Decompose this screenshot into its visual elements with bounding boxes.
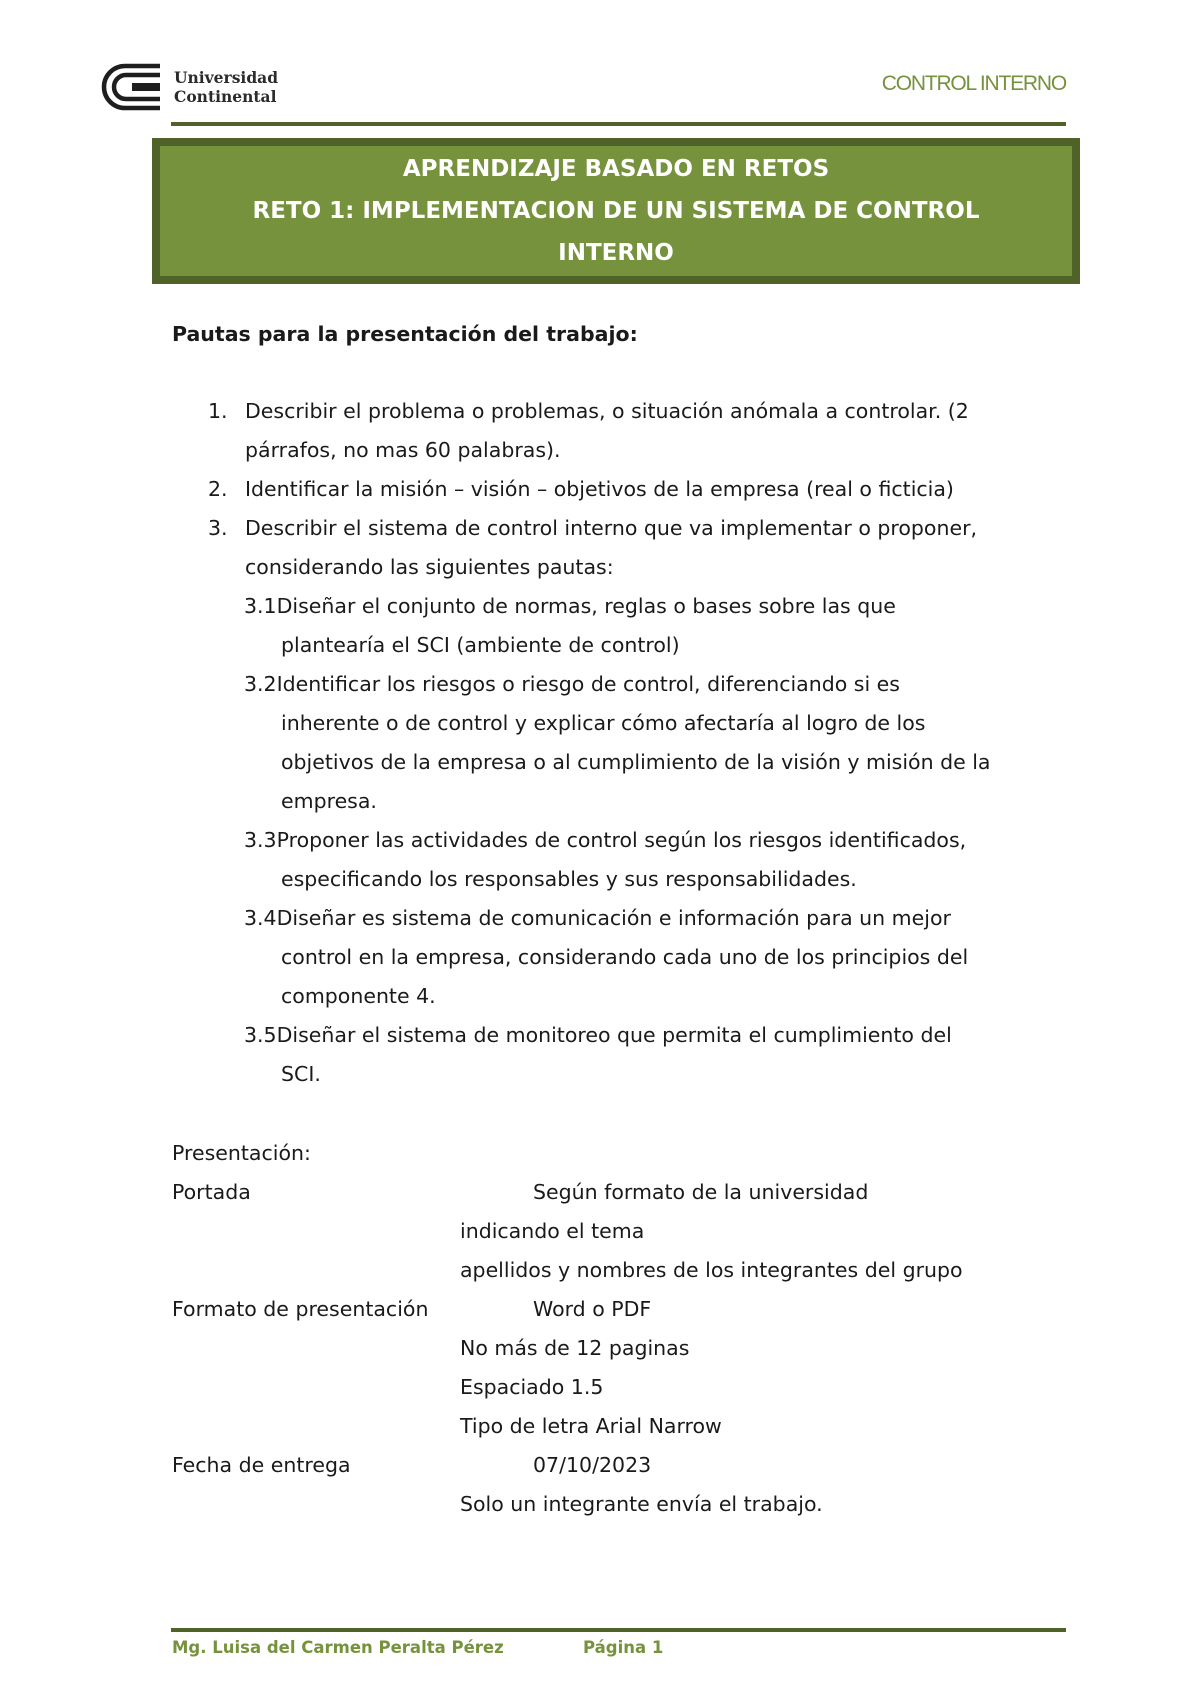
header-divider <box>171 122 1066 126</box>
footer-page-number: Página 1 <box>583 1638 664 1657</box>
document-body <box>172 316 1072 1524</box>
sub-item-text <box>244 1016 1072 1055</box>
sub-item-line: objetivos de la empresa o al cumplimiento de la visión y misión de la <box>281 750 991 774</box>
presentation-heading: Presentación: <box>172 1141 311 1165</box>
list-item-text: Describir el sistema de control interno que va implementar o proponer, <box>245 516 978 540</box>
sub-item-line: plantearía el SCI (ambiente de control) <box>281 633 680 657</box>
sub-item-text <box>244 665 1072 704</box>
cover-label: Portada <box>172 1180 251 1204</box>
course-name: CONTROL INTERNO <box>881 72 1066 95</box>
sub-item-number: 3.2 <box>244 672 277 696</box>
presentation-row-cover <box>172 1173 1072 1212</box>
sub-item-number: 3.3 <box>244 828 277 852</box>
list-item-number: 1. <box>208 399 228 423</box>
sub-item-line: Proponer las actividades de control según los riesgos identificados, <box>276 828 967 852</box>
list-item <box>172 509 1072 587</box>
format-value: No más de 12 paginas <box>460 1336 690 1360</box>
sub-item-line: Diseñar el conjunto de normas, reglas o bases sobre las que <box>276 594 896 618</box>
university-logo <box>100 62 278 112</box>
sub-item-line: SCI. <box>281 1062 321 1086</box>
date-note: Solo un integrante envía el trabajo. <box>460 1492 823 1516</box>
title-line-2: RETO 1: IMPLEMENTACION DE UN SISTEMA DE CONTROL <box>252 198 980 224</box>
sub-item-text <box>244 821 1072 860</box>
sub-item-number: 3.4 <box>244 906 277 930</box>
presentation-row-format <box>172 1290 1072 1329</box>
date-value: 07/10/2023 <box>533 1453 652 1477</box>
format-value: Word o PDF <box>533 1297 652 1321</box>
sub-item <box>172 899 1072 1016</box>
footer-divider <box>171 1628 1066 1632</box>
list-item-text: considerando las siguientes pautas: <box>245 555 614 579</box>
sub-item-number: 3.1 <box>244 594 277 618</box>
sub-item-line: Identificar los riesgos o riesgo de control, diferenciando si es <box>276 672 900 696</box>
sub-item-line: Diseñar el sistema de monitoreo que permita el cumplimiento del <box>276 1023 952 1047</box>
sub-item-line: componente 4. <box>281 984 436 1008</box>
sub-item-text <box>244 587 1072 626</box>
format-value: Tipo de letra Arial Narrow <box>460 1414 722 1438</box>
sub-item <box>172 587 1072 665</box>
sub-item-line: especificando los responsables y sus responsabilidades. <box>281 867 857 891</box>
presentation-row-date <box>172 1446 1072 1485</box>
list-item-number: 3. <box>208 516 228 540</box>
sub-item-line: control en la empresa, considerando cada uno de los principios del <box>281 945 969 969</box>
list-item-text: Describir el problema o problemas, o situación anómala a controlar. (2 <box>245 399 969 423</box>
title-line-1: APRENDIZAJE BASADO EN RETOS <box>402 156 830 182</box>
guidelines-list <box>172 392 1072 1094</box>
university-name-line1: Universidad <box>174 68 279 87</box>
sub-item <box>172 665 1072 821</box>
guidelines-heading: Pautas para la presentación del trabajo: <box>172 322 638 346</box>
format-value: Espaciado 1.5 <box>460 1375 604 1399</box>
list-item-number: 2. <box>208 477 228 501</box>
university-name <box>174 68 278 106</box>
footer-author: Mg. Luisa del Carmen Peralta Pérez <box>172 1638 504 1657</box>
list-item <box>172 392 1072 470</box>
cover-value: Según formato de la universidad <box>533 1180 869 1204</box>
sub-item <box>172 1016 1072 1094</box>
list-item-text: Identificar la misión – visión – objetivos de la empresa (real o ficticia) <box>245 477 954 501</box>
list-item <box>172 470 1072 509</box>
sub-item-text <box>244 899 1072 938</box>
sub-item-line: empresa. <box>281 789 377 813</box>
title-line-3: INTERNO <box>558 240 674 266</box>
sub-item <box>172 821 1072 899</box>
sub-item-number: 3.5 <box>244 1023 277 1047</box>
date-label: Fecha de entrega <box>172 1453 351 1477</box>
sub-item-line: inherente o de control y explicar cómo afectaría al logro de los <box>281 711 926 735</box>
cover-value: indicando el tema <box>460 1219 645 1243</box>
list-item-text: párrafos, no mas 60 palabras). <box>245 438 561 462</box>
sub-item-line: Diseñar es sistema de comunicación e información para un mejor <box>276 906 951 930</box>
presentation-section <box>172 1134 1072 1524</box>
university-name-line2: Continental <box>174 87 277 106</box>
cover-value: apellidos y nombres de los integrantes del grupo <box>460 1258 963 1282</box>
title-banner <box>152 138 1080 284</box>
university-logo-icon <box>100 62 164 112</box>
format-label: Formato de presentación <box>172 1297 429 1321</box>
